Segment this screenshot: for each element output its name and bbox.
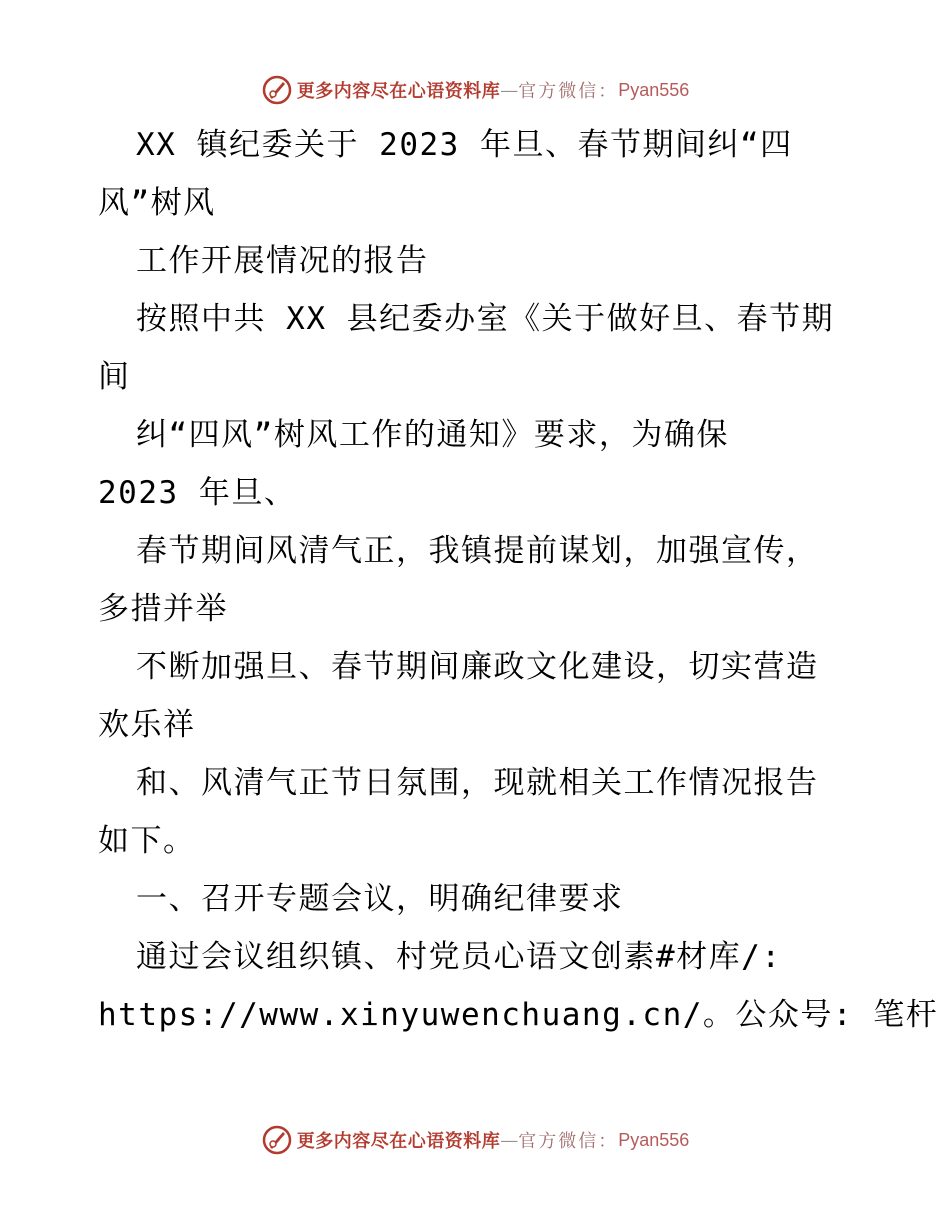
header-watermark-banner bbox=[0, 70, 950, 110]
paragraph-line: 和、风清气正节日氛围，现就相关工作情况报告 bbox=[136, 765, 819, 801]
quill-logo-icon bbox=[261, 1124, 293, 1156]
section-heading: 一、召开专题会议，明确纪律要求 bbox=[136, 881, 624, 917]
banner-wechat-id: Pyan556 bbox=[618, 79, 690, 100]
paragraph-line: 纠“四风”树风工作的通知》要求，为确保 bbox=[136, 417, 729, 453]
document-body bbox=[98, 116, 939, 1044]
banner-official-label: 官方微信： bbox=[518, 1131, 619, 1152]
title-line-1: XX 镇纪委关于 2023 年旦、春节期间纠“四 bbox=[136, 127, 793, 163]
banner-dash: — bbox=[500, 79, 519, 101]
banner-dash: — bbox=[500, 1129, 519, 1151]
paragraph-line: 春节期间风清气正，我镇提前谋划，加强宣传， bbox=[136, 533, 819, 569]
banner-official-label: 官方微信： bbox=[518, 81, 619, 102]
banner-site-text: 更多内容尽在心语资料库 bbox=[296, 81, 501, 102]
quill-logo-icon bbox=[261, 74, 293, 106]
banner-site-text: 更多内容尽在心语资料库 bbox=[296, 1131, 501, 1152]
paragraph-line: 间 bbox=[98, 359, 131, 395]
title-line-2: 风”树风 bbox=[98, 185, 216, 221]
paragraph-line: 2023 年旦、 bbox=[98, 475, 297, 511]
paragraph-line: https://www.xinyuwenchuang.cn/。公众号: 笔杆 bbox=[98, 997, 939, 1033]
paragraph-line: 不断加强旦、春节期间廉政文化建设，切实营造 bbox=[136, 649, 819, 685]
paragraph-line: 多措并举 bbox=[98, 591, 228, 627]
paragraph-line: 按照中共 XX 县纪委办室《关于做好旦、春节期 bbox=[136, 301, 835, 337]
paragraph-line: 欢乐祥 bbox=[98, 707, 196, 743]
title-line-3: 工作开展情况的报告 bbox=[136, 243, 429, 279]
paragraph-line: 如下。 bbox=[98, 823, 196, 859]
paragraph-line: 通过会议组织镇、村党员心语文创素#材库/: bbox=[136, 939, 782, 975]
footer-watermark-banner bbox=[0, 1120, 950, 1160]
banner-wechat-id: Pyan556 bbox=[618, 1129, 690, 1150]
